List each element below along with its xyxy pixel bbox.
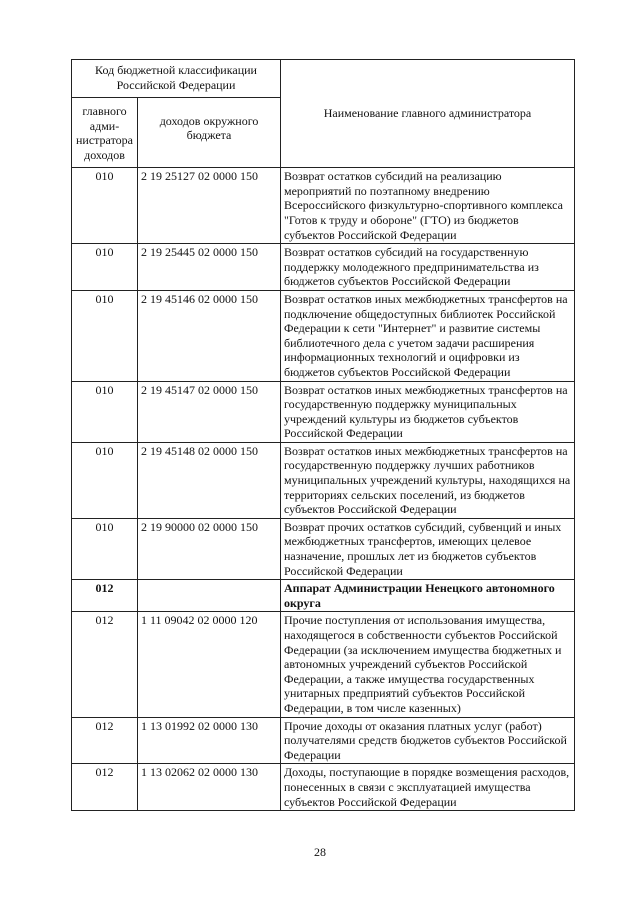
administrator-name-cell: Возврат остатков иных межбюджетных трансфертов на подключение общедоступных библиотек Российской Федерации к сети "Интернет" и развитие системы библиотечного дела с учетом задачи расширения информационных технологий и оцифровки из бюджетов субъектов Российской Федерации <box>281 290 575 381</box>
page-number: 28 <box>314 845 326 859</box>
admin-code-cell: 012 <box>72 764 138 811</box>
table-row <box>72 381 575 442</box>
income-code-cell: 2 19 45148 02 0000 150 <box>138 442 281 518</box>
admin-code-cell: 010 <box>72 290 138 381</box>
admin-code-cell: 012 <box>72 717 138 764</box>
table-row <box>72 717 575 764</box>
income-code-cell <box>138 580 281 612</box>
income-code-cell: 2 19 90000 02 0000 150 <box>138 518 281 579</box>
table-row <box>72 244 575 291</box>
administrator-name-cell: Аппарат Администрации Ненецкого автономного округа <box>281 580 575 612</box>
admin-code-cell: 010 <box>72 381 138 442</box>
administrator-name-cell: Прочие поступления от использования имущества, находящегося в собственности субъектов Российской Федерации (за исключением имущества бюджетных и автономных учреждений субъектов Российской Федерации, а также имущества государственных унитарных предприятий субъектов Российской Федерации, в том числе казенных) <box>281 612 575 717</box>
income-code-cell: 2 19 45147 02 0000 150 <box>138 381 281 442</box>
admin-code-cell: 010 <box>72 244 138 291</box>
administrator-name-cell: Возврат остатков иных межбюджетных трансфертов на государственную поддержку лучших работников муниципальных учреждений культуры, находящихся на территориях сельских поселений, из бюджетов субъектов Российской Федерации <box>281 442 575 518</box>
table-row <box>72 612 575 717</box>
admin-code-cell: 010 <box>72 442 138 518</box>
table-row <box>72 764 575 811</box>
admin-code-cell: 012 <box>72 580 138 612</box>
admin-code-cell: 012 <box>72 612 138 717</box>
administrator-name-cell: Возврат остатков субсидий на реализацию мероприятий по поэтапному внедрению Всероссийского физкультурно-спортивного комплекса "Готов к труду и обороне" (ГТО) из бюджетов субъектов Российской Федерации <box>281 168 575 244</box>
table-row <box>72 580 575 612</box>
income-code-cell: 2 19 25445 02 0000 150 <box>138 244 281 291</box>
administrator-name-cell: Прочие доходы от оказания платных услуг (работ) получателями средств бюджетов субъектов Российской Федерации <box>281 717 575 764</box>
administrator-name-cell: Возврат остатков иных межбюджетных трансфертов на государственную поддержку муниципальных учреждений культуры из бюджетов субъектов Российской Федерации <box>281 381 575 442</box>
header-income-code: доходов окружного бюджета <box>138 98 281 168</box>
admin-code-cell: 010 <box>72 168 138 244</box>
header-chief-administrator-code: главного адми-нистратора доходов <box>72 98 138 168</box>
administrator-name-cell: Доходы, поступающие в порядке возмещения расходов, понесенных в связи с эксплуатацией имущества субъектов Российской Федерации <box>281 764 575 811</box>
header-budget-classification-code: Код бюджетной классификации Российской Федерации <box>72 60 281 98</box>
income-code-cell: 2 19 25127 02 0000 150 <box>138 168 281 244</box>
table-body <box>72 168 575 811</box>
table-row <box>72 168 575 244</box>
table-row <box>72 290 575 381</box>
budget-classification-table <box>71 59 575 811</box>
income-code-cell: 1 13 02062 02 0000 130 <box>138 764 281 811</box>
income-code-cell: 1 11 09042 02 0000 120 <box>138 612 281 717</box>
income-code-cell: 2 19 45146 02 0000 150 <box>138 290 281 381</box>
administrator-name-cell: Возврат прочих остатков субсидий, субвенций и иных межбюджетных трансфертов, имеющих целевое назначение, прошлых лет из бюджетов субъектов Российской Федерации <box>281 518 575 579</box>
table-row <box>72 442 575 518</box>
header-administrator-name: Наименование главного администратора <box>281 60 575 168</box>
administrator-name-cell: Возврат остатков субсидий на государственную поддержку молодежного предпринимательства из бюджетов субъектов Российской Федерации <box>281 244 575 291</box>
table-row <box>72 518 575 579</box>
admin-code-cell: 010 <box>72 518 138 579</box>
income-code-cell: 1 13 01992 02 0000 130 <box>138 717 281 764</box>
